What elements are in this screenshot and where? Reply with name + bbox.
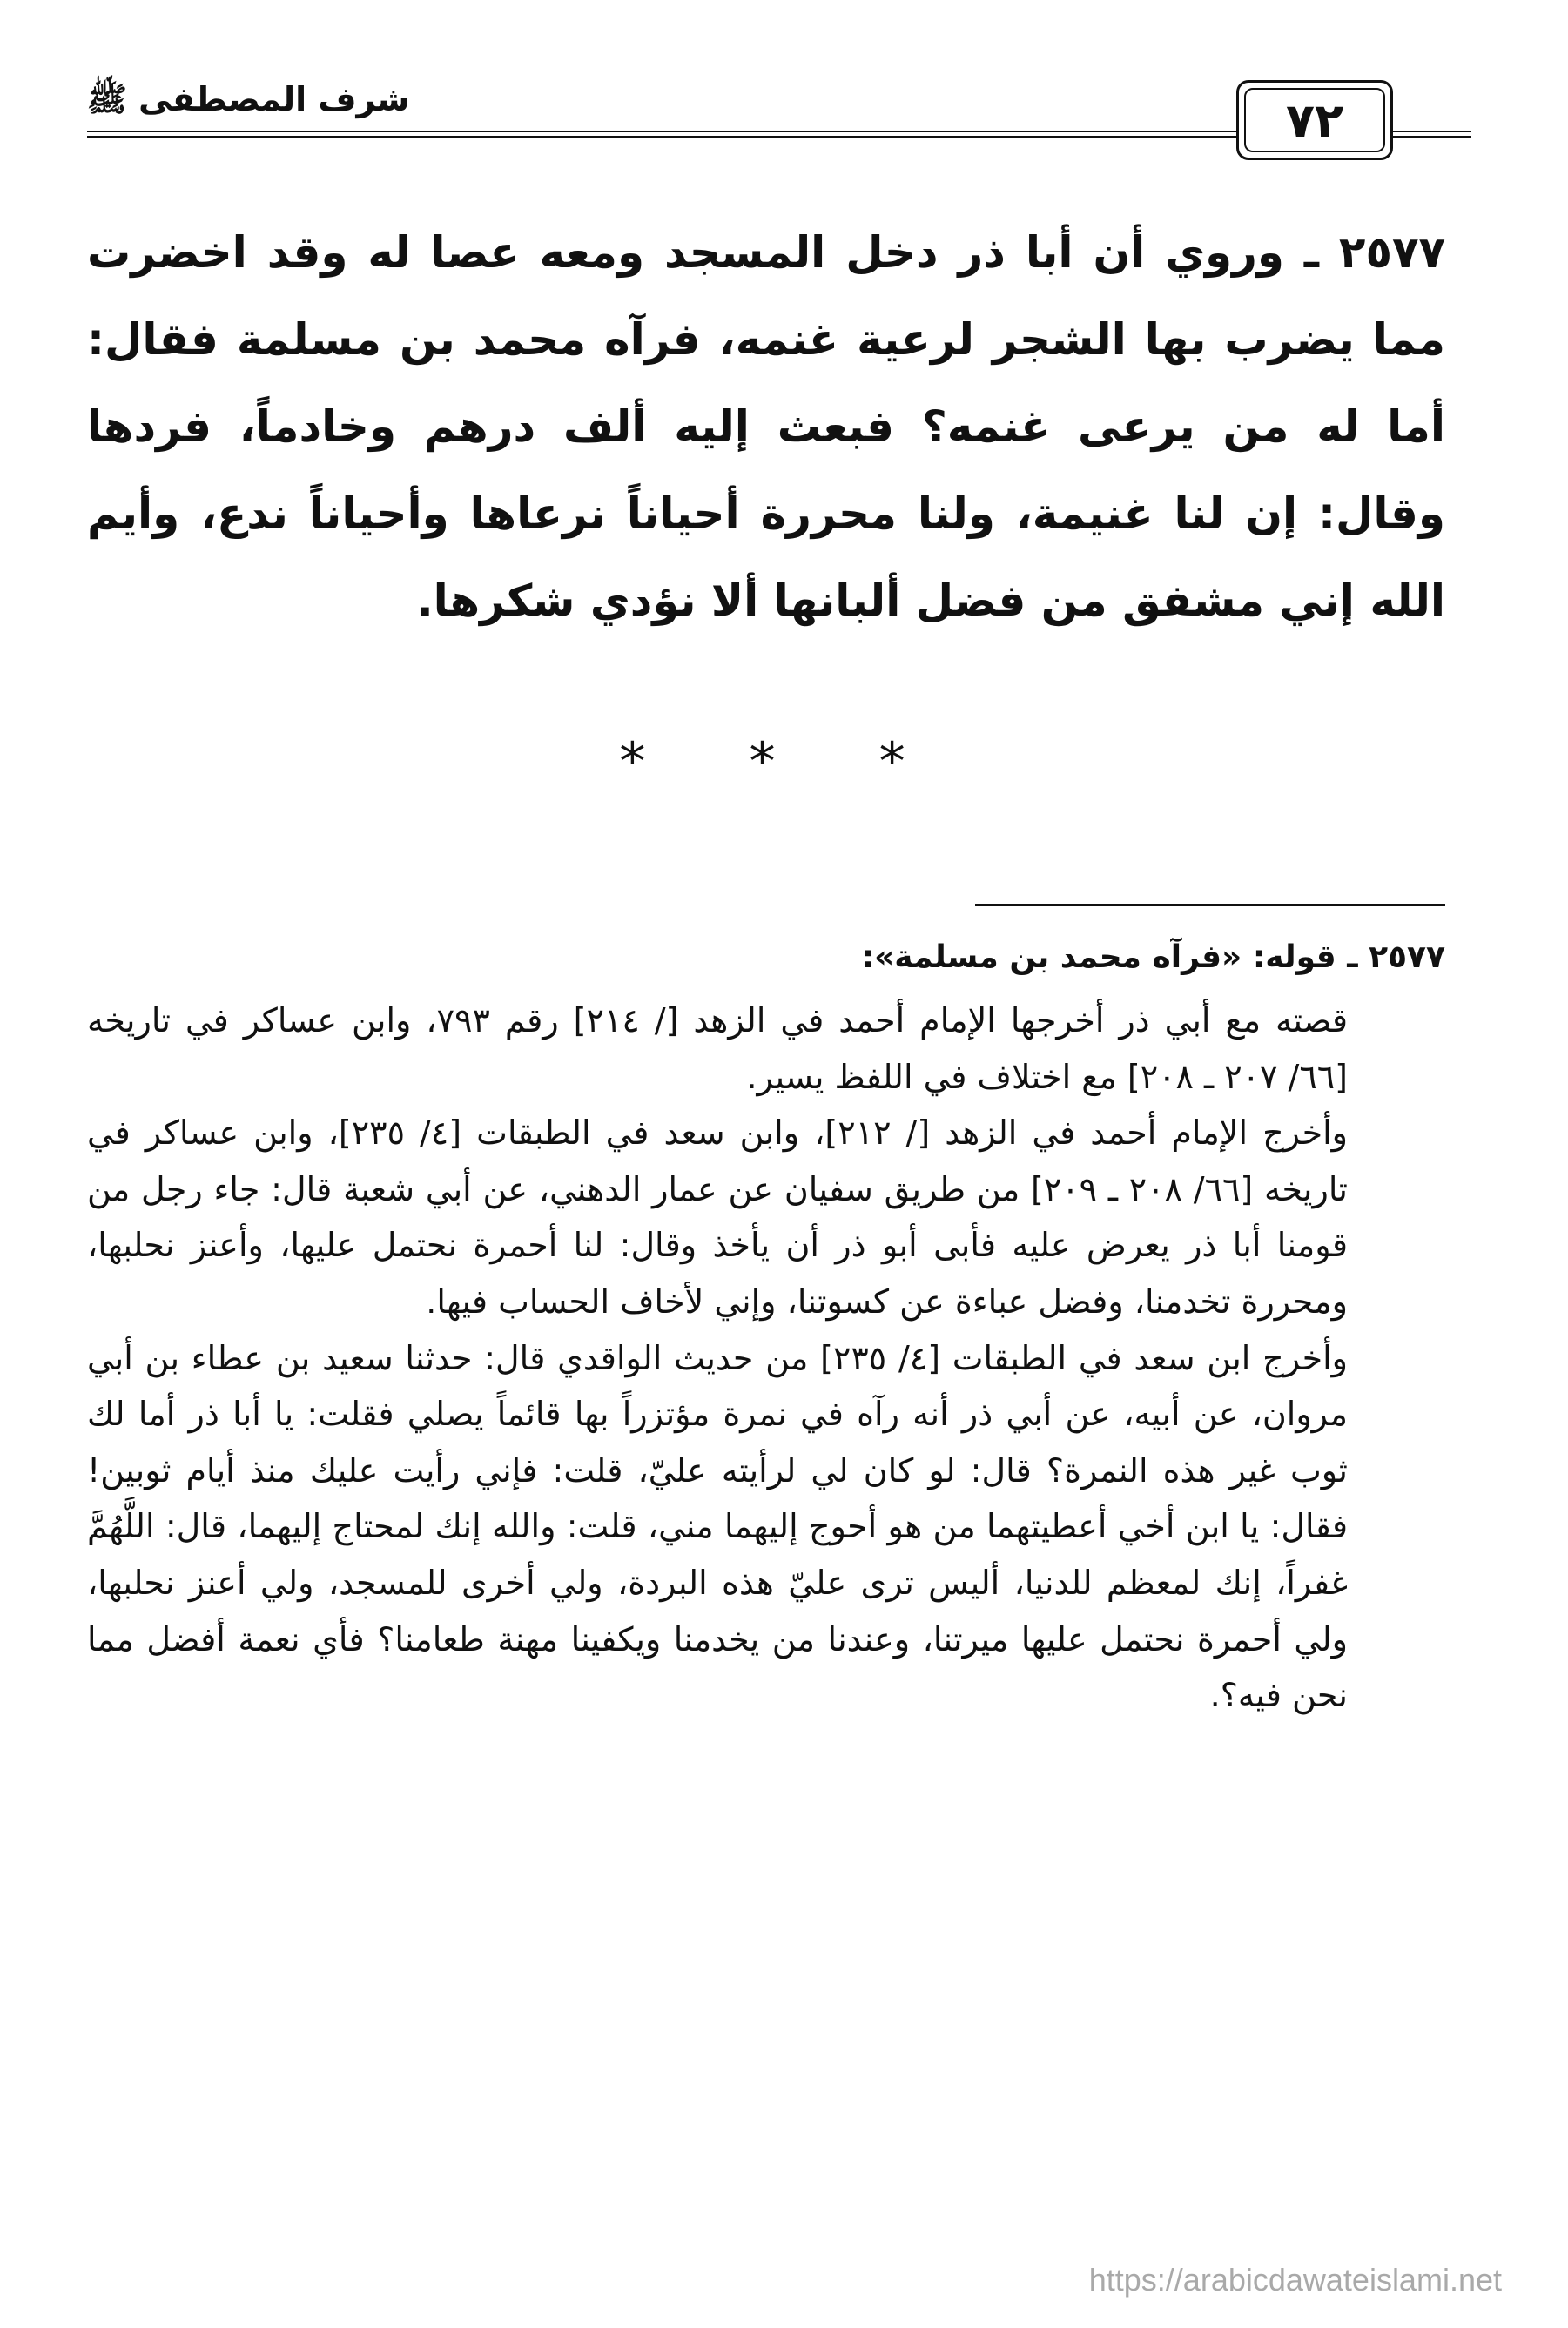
footnote-paragraph: وأخرج الإمام أحمد في الزهد [/ ٢١٢]، وابن سعد في الطبقات [٤/ ٢٣٥]، وابن عساكر في تاريخه [٦٦/ ٢٠٨ ـ ٢٠٩] من طريق سفيان عن عمار الدهني، عن أبي شعبة قال: جاء رجل من قومنا أبا ذر يعرض عليه فأبى أبو ذر أن يأخذ وقال: لنا أحمرة نحتمل عليها، وأعنز نحلبها، ومحررة تخدمنا، وفضل عباءة عن كسوتنا، وإني لأخاف الحساب فيها. (87, 1114, 1349, 1321)
main-paragraph: ٢٥٧٧ ـ وروي أن أبا ذر دخل المسجد ومعه عصا له وقد اخضرت مما يضرب بها الشجر لرعية غنمه، فرآه محمد بن مسلمة فقال: أما له من يرعى غنمه؟ فبعث إليه ألف درهم وخادماً، فردها وقال: إن لنا غنيمة، ولنا محررة أحياناً نرعاها وأحياناً ندع، وأيم الله إني مشفق من فضل ألبانها ألا نؤدي شكرها. (87, 227, 1445, 626)
footnote-paragraph: وأخرج ابن سعد في الطبقات [٤/ ٢٣٥] من حديث الواقدي قال: حدثنا سعيد بن عطاء بن أبي مروان، عن أبيه، عن أبي ذر أنه رآه في نمرة مؤتزراً بها قائماً يصلي فقلت: يا أبا ذر أما لك ثوب غير هذه النمرة؟ قال: لو كان لي لرأيته عليّ، قلت: فإني رأيت عليك منذ أيام ثوبين! فقال: يا ابن أخي أعطيتهما من هو أحوج إليهما مني، قلت: والله إنك لمحتاج إليهما، قال: اللَّهُمَّ غفراً، إنك لمعظم للدنيا، أليس ترى عليّ هذه البردة، ولي أخرى للمسجد، ولي أعنز نحلبها، ولي أحمرة نحتمل عليها ميرتنا، وعندنا من يخدمنا ويكفينا مهنة طعامنا؟ فأي نعمة أفضل مما نحن فيه؟. (87, 1338, 1348, 1715)
footnote-section (87, 923, 1445, 1724)
page-header (0, 0, 1568, 148)
header-rule-left (87, 131, 1236, 139)
footnote-heading: ٢٥٧٧ ـ قوله: «فرآه محمد بن مسلمة»: (861, 939, 1445, 975)
footnote-paragraph: قصته مع أبي ذر أخرجها الإمام أحمد في الزهد [/ ٢١٤] رقم ٧٩٣، وابن عساكر في تاريخه [٦٦/ ٢٠٧ ـ ٢٠٨] مع اختلاف في اللفظ يسير. (87, 1001, 1348, 1096)
header-rule-right (1393, 131, 1471, 139)
section-divider: * * * (619, 731, 949, 792)
footnote-separator (975, 904, 1445, 906)
footnote-body (87, 992, 1348, 1724)
page-number: ٧٢ (1286, 93, 1343, 148)
watermark-url: https://arabicdawateislami.net (1088, 2262, 1502, 2298)
running-title: شرف المصطفى ﷺ (87, 80, 410, 118)
page-number-frame (1236, 80, 1393, 160)
